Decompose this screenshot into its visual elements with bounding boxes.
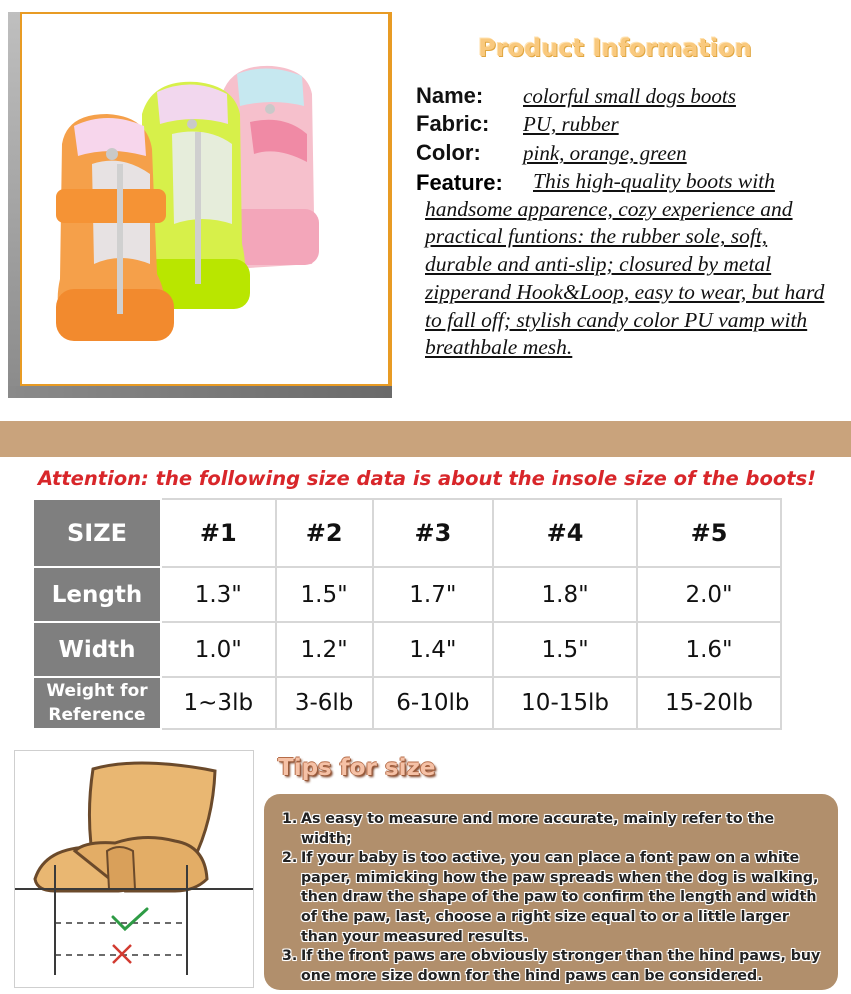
color-row: [416, 140, 687, 166]
tips-list: [282, 810, 822, 986]
width-cell: 1.4": [373, 622, 493, 677]
tip-number: 2.: [282, 850, 298, 867]
size-header-cell: SIZE: [33, 499, 161, 567]
weight-header-cell: Weight for Reference: [33, 677, 161, 729]
fabric-value: PU, rubber: [523, 112, 619, 136]
dog-boots-illustration: [22, 14, 388, 384]
size-cell: #5: [637, 499, 781, 567]
check-icon: [113, 909, 147, 929]
name-value: colorful small dogs boots: [523, 84, 736, 108]
name-row: [416, 83, 736, 109]
cross-icon: [113, 945, 131, 963]
fabric-row: [416, 111, 619, 137]
table-row: [33, 567, 781, 622]
feature-label: Feature:: [416, 170, 503, 195]
color-value: pink, orange, green: [523, 141, 687, 165]
size-cell: #1: [161, 499, 276, 567]
attention-note: Attention: the following size data is about the insole size of the boots!: [38, 467, 817, 490]
table-row: [33, 499, 781, 567]
table-row: [33, 677, 781, 729]
fabric-label: Fabric:: [416, 111, 490, 136]
color-label: Color:: [416, 140, 481, 165]
length-cell: 1.8": [493, 567, 637, 622]
length-header-cell: Length: [33, 567, 161, 622]
width-cell: 1.5": [493, 622, 637, 677]
tip-text: If your baby is too active, you can place a font paw on a white paper, mimicking how the paw spreads when the dog is walking, then draw the shape of the paw to confirm the length and width of the paw, last, choose a right size equal to or a little larger than your measured results.: [301, 850, 819, 945]
tip-number: 1.: [282, 811, 298, 827]
product-photo: [22, 14, 388, 384]
list-item: [282, 947, 822, 986]
weight-cell: 1~3lb: [161, 677, 276, 729]
width-cell: 1.6": [637, 622, 781, 677]
weight-cell: 3-6lb: [276, 677, 373, 729]
weight-cell: 10-15lb: [493, 677, 637, 729]
length-cell: 1.5": [276, 567, 373, 622]
size-chart-table: [32, 498, 782, 730]
weight-cell: 15-20lb: [637, 677, 781, 729]
length-cell: 1.3": [161, 567, 276, 622]
size-cell: #2: [276, 499, 373, 567]
tip-number: 3.: [282, 948, 298, 965]
list-item: [282, 810, 822, 849]
paw-measure-illustration: [14, 750, 254, 988]
weight-cell: 6-10lb: [373, 677, 493, 729]
section-divider-band: [0, 421, 851, 457]
length-cell: 2.0": [637, 567, 781, 622]
list-item: [282, 849, 822, 947]
tip-text: If the front paws are obviously stronger than the hind paws, buy one more size down for the hind paws can be considered.: [301, 948, 821, 984]
paw-drawing: [15, 751, 254, 988]
width-cell: 1.2": [276, 622, 373, 677]
tip-text: As easy to measure and more accurate, mainly refer to the width;: [301, 811, 775, 847]
width-header-cell: Width: [33, 622, 161, 677]
feature-value: This high-quality boots with handsome apparence, cozy experience and practical funtions: the rubber sole, soft, durable and anti-slip; closured by metal zipperand Hook&Loop, easy to wear, but hard to fall off; stylish candy color PU vamp with breathbale mesh.: [425, 169, 825, 360]
width-cell: 1.0": [161, 622, 276, 677]
tips-title: Tips for size: [278, 755, 436, 781]
product-photo-frame: [8, 12, 392, 398]
table-row: [33, 622, 781, 677]
size-cell: #3: [373, 499, 493, 567]
product-info-title: Product Information: [478, 34, 752, 62]
size-cell: #4: [493, 499, 637, 567]
length-cell: 1.7": [373, 567, 493, 622]
name-label: Name:: [416, 83, 484, 108]
